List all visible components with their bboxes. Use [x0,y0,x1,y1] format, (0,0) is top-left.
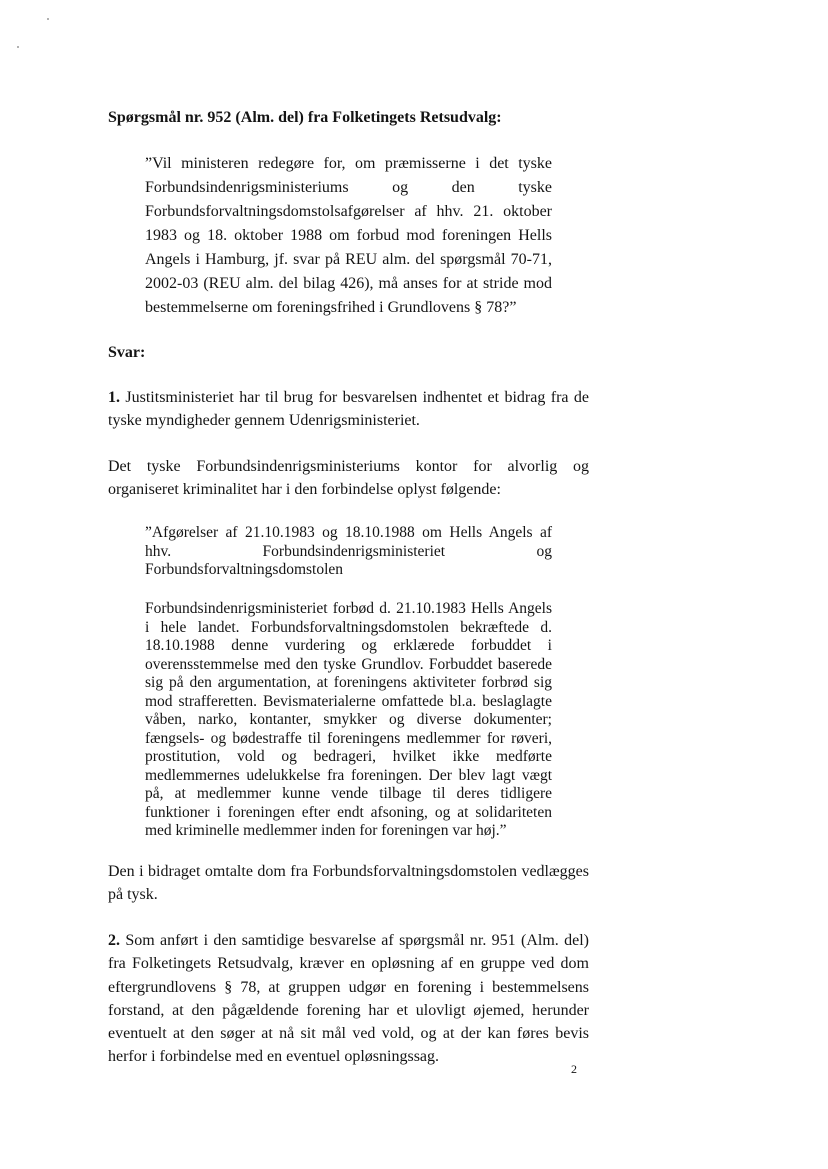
scan-speck [47,18,49,20]
section-2-text: Som anført i den samtidige besvarelse af spørgsmål nr. 951 (Alm. del) fra Folketingets Retsudvalg, kræver en opløsning af en gruppe ved dom eftergrundlovens § 78, at gruppen udgør en forening i bestemmelsens forstand, at den pågældende forening har et ulovligt øjemed, herunder eventuelt at den søger at nå sit mål ved vold, og at der kan føres bevis herfor i forbindelse med en eventuel opløsningssag. [108,932,589,1066]
section-1 [108,386,589,432]
section-1-number: 1. [108,389,120,406]
question-paragraph: ”Vil ministeren redegøre for, om præmisserne i det tyske Forbundsindenrigsministeriums og den tyske Forbundsforvaltningsdomstolsafgørelser af hhv. 21. oktober 1983 og 18. oktober 1988 om forbud mod foreningen Hells Angels i Hamburg, jf. svar på REU alm. del spørgsmål 70-71, 2002-03 (REU alm. del bilag 426), må anses for at stride mod bestemmelserne om foreningsfrihed i Grundlovens § 78?” [145,155,552,316]
page-number: 2 [571,1062,577,1076]
quote-body: Forbundsindenrigsministeriet forbød d. 21.10.1983 Hells Angels i hele landet. Forbundsforvaltningsdomstolen bekræftede d. 18.10.1988 denne vurdering og erklærede forbuddet i overensstemmelse med den tyske Grundlov. Forbuddet baserede sig på den argumentation, at foreningens aktiviteter forbrød sig mod strafferetten. Bevismaterialerne omfattede bl.a. beslaglagte våben, narko, kontanter, smykker og diverse dokumenter; fængsels- og bødestraffe til foreningens medlemmer for røveri, prostitution, vold og bedrageri, hvilket ikke medførte medlemmernes udelukkelse fra foreningen. Der blev lagt vægt på, at medlemmer kunne vende tilbage til deres tidligere funktioner i foreningen efter endt afsoning, og at solidariteten med kriminelle medlemmer inden for foreningen var høj.” [145,600,552,839]
section-2-number: 2. [108,932,120,949]
quote-title: ”Afgørelser af 21.10.1983 og 18.10.1988 om Hells Angels af hhv. Forbundsindenrigsministeriet og Forbundsforvaltningsdomstolen [145,524,552,578]
quote-title-block [145,524,552,580]
section-2-paragraph [108,929,589,1069]
scan-speck [17,46,19,48]
question-text [145,152,552,320]
answer-label: Svar: [108,344,146,361]
paragraph-3-text: Den i bidraget omtalte dom fra Forbundsforvaltningsdomstolen vedlægges på tysk. [108,863,589,903]
paragraph-3 [108,860,589,906]
paragraph-2 [108,455,589,501]
section-1-text: Justitsministeriet har til brug for besvarelsen indhentet et bidrag fra de tyske myndigheder gennem Udenrigsministeriet. [108,389,590,429]
question-heading: Spørgsmål nr. 952 (Alm. del) fra Folketingets Retsudvalg: [108,109,502,126]
paragraph-2-text: Det tyske Forbundsindenrigsministeriums kontor for alvorlig og organiseret kriminalitet har i den forbindelse oplyst følgende: [108,458,589,498]
quote-body-block [145,600,552,841]
section-2 [108,929,589,1069]
section-1-paragraph [108,386,589,432]
